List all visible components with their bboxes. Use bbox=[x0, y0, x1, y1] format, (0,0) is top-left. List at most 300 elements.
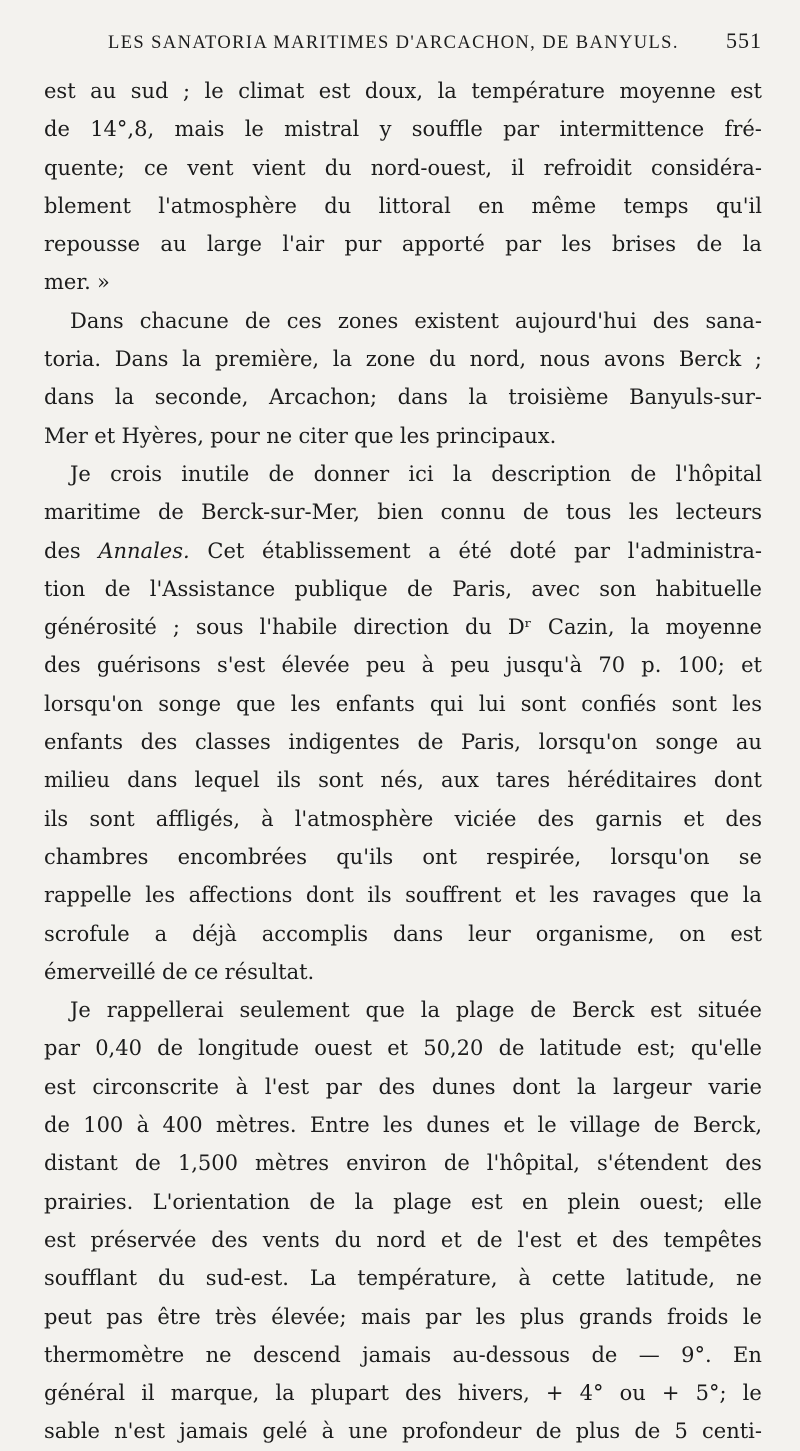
word: Je bbox=[70, 998, 91, 1023]
word: à bbox=[261, 806, 274, 831]
word: Cet bbox=[207, 538, 245, 563]
text-line bbox=[44, 570, 762, 608]
word: 5 bbox=[674, 1419, 688, 1444]
word: Paris, bbox=[452, 576, 513, 601]
word: encombrées bbox=[177, 844, 308, 869]
word: centi- bbox=[702, 1419, 762, 1444]
word: à bbox=[518, 1266, 531, 1291]
text-line bbox=[44, 263, 762, 301]
word: dans bbox=[392, 921, 444, 946]
word: lorsqu'on bbox=[44, 691, 144, 716]
word: les bbox=[145, 883, 176, 908]
word: de bbox=[591, 1342, 618, 1367]
word: préservée bbox=[90, 1227, 197, 1252]
word: de bbox=[653, 1113, 680, 1138]
word: du bbox=[324, 193, 352, 218]
text-line bbox=[44, 838, 762, 876]
word: l'est bbox=[264, 1074, 310, 1099]
word: été bbox=[458, 538, 492, 563]
word: lorsqu'on bbox=[538, 730, 638, 755]
word: sana- bbox=[705, 308, 762, 333]
word: des bbox=[44, 653, 81, 678]
word: toria. bbox=[44, 347, 102, 372]
word: apporté bbox=[401, 232, 485, 257]
word: aujourd'hui bbox=[514, 308, 637, 333]
word: du bbox=[324, 155, 352, 180]
word: milieu bbox=[44, 768, 111, 793]
text-line bbox=[44, 1183, 762, 1221]
word: considéra- bbox=[650, 155, 762, 180]
word: l'atmosphère bbox=[294, 806, 434, 831]
word: doté bbox=[509, 538, 557, 563]
word: environ bbox=[346, 1151, 427, 1176]
word: ; bbox=[754, 347, 762, 372]
word: même bbox=[531, 193, 597, 218]
word: et bbox=[94, 423, 116, 448]
word: tares bbox=[496, 768, 551, 793]
word: dont bbox=[305, 883, 354, 908]
word: se bbox=[738, 844, 762, 869]
word: dunes bbox=[431, 1074, 496, 1099]
word: ne bbox=[205, 1342, 232, 1367]
word: la bbox=[577, 1074, 597, 1099]
word: souffrent bbox=[405, 883, 502, 908]
text-line bbox=[44, 378, 762, 416]
word: très bbox=[215, 1304, 257, 1329]
word: descend bbox=[252, 1342, 341, 1367]
word: en bbox=[478, 193, 505, 218]
page-number: 551 bbox=[726, 28, 762, 53]
text-line bbox=[44, 1144, 762, 1182]
word: à bbox=[136, 1113, 150, 1138]
word: sable bbox=[44, 1419, 100, 1444]
word: y bbox=[379, 117, 392, 142]
word: il bbox=[141, 1381, 155, 1406]
text-line bbox=[44, 149, 762, 187]
word: affligés, bbox=[155, 806, 240, 831]
word: respirée, bbox=[486, 844, 582, 869]
word: par bbox=[44, 1036, 81, 1061]
page-header bbox=[44, 28, 762, 72]
word: confiés bbox=[581, 691, 657, 716]
word: ouest; bbox=[639, 1189, 705, 1214]
text-line bbox=[44, 1029, 762, 1067]
word: la bbox=[742, 883, 762, 908]
word: Entre bbox=[309, 1113, 370, 1138]
word: En bbox=[733, 1342, 762, 1367]
word: on bbox=[679, 921, 706, 946]
word: hivers, bbox=[457, 1381, 530, 1406]
text-line bbox=[44, 225, 762, 263]
word: 70 bbox=[598, 653, 626, 678]
word: maritime bbox=[44, 500, 141, 525]
word: le bbox=[244, 117, 264, 142]
word: connu bbox=[440, 500, 506, 525]
word: une bbox=[348, 1419, 388, 1444]
word: tempêtes bbox=[663, 1227, 762, 1252]
word: chambres bbox=[44, 844, 149, 869]
word: les bbox=[399, 423, 430, 448]
word: de bbox=[268, 461, 295, 486]
word: à bbox=[321, 1419, 335, 1444]
word: 5°; bbox=[695, 1381, 727, 1406]
word: prairies. bbox=[44, 1189, 134, 1214]
word: de bbox=[630, 461, 657, 486]
word: mistral bbox=[284, 117, 360, 142]
word: Hyères, bbox=[121, 423, 204, 448]
word: ce bbox=[143, 155, 169, 180]
text-line bbox=[44, 340, 762, 378]
word: que bbox=[365, 998, 405, 1023]
text-line bbox=[44, 1106, 762, 1144]
word: rappelle bbox=[44, 883, 132, 908]
word: principaux. bbox=[436, 423, 557, 448]
word: déjà bbox=[191, 921, 237, 946]
word: moyenne bbox=[665, 615, 762, 640]
word: les bbox=[549, 883, 580, 908]
word: Dʳ bbox=[507, 615, 532, 640]
word: gelé bbox=[262, 1419, 308, 1444]
word: largeur bbox=[612, 1074, 692, 1099]
word: dans bbox=[44, 385, 95, 410]
word: par bbox=[505, 232, 542, 257]
word: l'Assistance bbox=[149, 576, 276, 601]
word: sont bbox=[671, 691, 717, 716]
word: est bbox=[730, 79, 762, 103]
word: par bbox=[325, 1074, 362, 1099]
word: au-dessous bbox=[452, 1342, 571, 1367]
word: organisme, bbox=[535, 921, 655, 946]
word: lecteurs bbox=[675, 500, 762, 525]
word: les bbox=[290, 691, 321, 716]
word: doux, bbox=[364, 79, 424, 103]
word: ils bbox=[367, 883, 392, 908]
word: à bbox=[235, 1074, 249, 1099]
word: Berck-sur-Mer, bbox=[201, 500, 360, 525]
word: direction bbox=[353, 615, 449, 640]
word: pur bbox=[344, 232, 382, 257]
word: peu bbox=[365, 653, 406, 678]
word: est bbox=[318, 79, 351, 103]
word: sud-est. bbox=[205, 1266, 289, 1291]
word: le bbox=[742, 1381, 762, 1406]
word: latitude, bbox=[626, 1266, 716, 1291]
word: qui bbox=[429, 691, 464, 716]
word: marque, bbox=[170, 1381, 260, 1406]
word: et bbox=[503, 1113, 525, 1138]
word: climat bbox=[238, 79, 305, 103]
word: description bbox=[491, 461, 612, 486]
word: établissement bbox=[262, 538, 411, 563]
word: lequel bbox=[194, 768, 260, 793]
word: du bbox=[334, 1227, 362, 1252]
word: qu'elle bbox=[690, 1036, 762, 1061]
word: résultat. bbox=[224, 959, 315, 984]
word: et bbox=[576, 1227, 598, 1252]
word: au bbox=[160, 232, 187, 257]
word: la bbox=[114, 385, 135, 410]
word: dans bbox=[127, 768, 178, 793]
word: sud bbox=[130, 79, 169, 103]
word: de bbox=[44, 117, 70, 142]
word: le bbox=[742, 1304, 762, 1329]
word: l'administra- bbox=[627, 538, 762, 563]
word: inutile bbox=[181, 461, 250, 486]
word: bien bbox=[377, 500, 424, 525]
word: La bbox=[309, 1266, 337, 1291]
word: 1,500 bbox=[177, 1151, 238, 1176]
word: s'est bbox=[217, 653, 266, 678]
word: Mer bbox=[44, 423, 88, 448]
word: + bbox=[545, 1381, 564, 1406]
word: de bbox=[476, 1227, 503, 1252]
word: » bbox=[97, 270, 110, 295]
word: du bbox=[464, 615, 492, 640]
word: Dans bbox=[70, 308, 124, 333]
word: ne bbox=[735, 1266, 762, 1291]
word: située bbox=[697, 998, 762, 1023]
word: seulement bbox=[239, 998, 350, 1023]
word: de bbox=[634, 1419, 661, 1444]
word: des bbox=[612, 1227, 649, 1252]
word: nord bbox=[376, 1227, 427, 1252]
word: affections bbox=[188, 883, 293, 908]
word: l'air bbox=[282, 232, 325, 257]
word: le bbox=[537, 1113, 557, 1138]
text-line bbox=[44, 991, 762, 1029]
word: pour bbox=[210, 423, 260, 448]
word: garnis bbox=[595, 806, 663, 831]
word: mer. bbox=[44, 270, 91, 295]
word: est bbox=[44, 79, 76, 103]
text-line bbox=[44, 1298, 762, 1336]
word: littoral bbox=[378, 193, 451, 218]
word: de bbox=[161, 959, 188, 984]
word: l'hôpital bbox=[675, 461, 762, 486]
word: nés, bbox=[380, 768, 424, 793]
text-line bbox=[44, 761, 762, 799]
word: nord-ouest, bbox=[370, 155, 492, 180]
word: jamais bbox=[179, 1419, 249, 1444]
word: générosité bbox=[44, 615, 157, 640]
word: sont bbox=[89, 806, 135, 831]
word: dont bbox=[713, 768, 762, 793]
word: dans bbox=[397, 385, 448, 410]
word: et bbox=[683, 806, 705, 831]
word: les bbox=[732, 691, 762, 716]
word: a bbox=[154, 921, 168, 946]
text-line bbox=[44, 302, 762, 340]
word: jusqu'à bbox=[506, 653, 583, 678]
word: ils bbox=[44, 806, 69, 831]
word: mais bbox=[174, 117, 225, 142]
body-text bbox=[44, 72, 762, 1451]
word: Annales. bbox=[98, 538, 190, 563]
word: qu'il bbox=[715, 193, 762, 218]
word: lorsqu'on bbox=[610, 844, 710, 869]
word: de bbox=[417, 730, 444, 755]
word: est bbox=[650, 998, 682, 1023]
word: peu bbox=[450, 653, 490, 678]
word: des bbox=[537, 806, 575, 831]
word: 50,20 bbox=[423, 1036, 484, 1061]
word: Berck, bbox=[692, 1113, 762, 1138]
text-line bbox=[44, 723, 762, 761]
word: est bbox=[471, 1189, 503, 1214]
text-line bbox=[44, 1068, 762, 1106]
word: et bbox=[514, 883, 536, 908]
word: l'est bbox=[517, 1227, 562, 1252]
word: des bbox=[211, 1227, 248, 1252]
text-line bbox=[44, 455, 762, 493]
word: est bbox=[730, 921, 762, 946]
word: de bbox=[309, 1189, 336, 1214]
word: enfants bbox=[44, 730, 123, 755]
word: des bbox=[140, 730, 178, 755]
word: Dans bbox=[114, 347, 169, 372]
word: 14°,8, bbox=[90, 117, 155, 142]
word: est; bbox=[637, 1036, 676, 1061]
word: la bbox=[182, 347, 202, 372]
word: village bbox=[570, 1113, 641, 1138]
word: élevée; bbox=[271, 1304, 347, 1329]
word: vient bbox=[252, 155, 306, 180]
word: latitude bbox=[539, 1036, 622, 1061]
word: Berck bbox=[571, 998, 635, 1023]
word: 100; bbox=[677, 653, 725, 678]
text-line bbox=[44, 1221, 762, 1259]
text-line bbox=[44, 608, 762, 646]
word: vents bbox=[262, 1227, 320, 1252]
word: mais bbox=[360, 1304, 411, 1329]
word: la bbox=[420, 998, 441, 1023]
word: lui bbox=[478, 691, 506, 716]
word: guérisons bbox=[96, 653, 201, 678]
word: la bbox=[275, 1381, 295, 1406]
word: son bbox=[599, 576, 637, 601]
word: Je bbox=[70, 461, 91, 486]
word: de bbox=[104, 576, 131, 601]
word: Paris, bbox=[461, 730, 521, 755]
word: l'atmosphère bbox=[158, 193, 297, 218]
word: 0,40 bbox=[95, 1036, 142, 1061]
word: de bbox=[443, 1151, 470, 1176]
word: rappellerai bbox=[106, 998, 224, 1023]
word: de bbox=[498, 1036, 525, 1061]
word: de bbox=[530, 998, 557, 1023]
word: sont bbox=[520, 691, 567, 716]
word: ouest bbox=[314, 1036, 373, 1061]
text-line bbox=[44, 1374, 762, 1412]
word: repousse bbox=[44, 232, 141, 257]
word: pas bbox=[106, 1304, 143, 1329]
word: ont bbox=[422, 844, 458, 869]
word: peut bbox=[44, 1304, 92, 1329]
word: quente; bbox=[44, 155, 125, 180]
word: elle bbox=[723, 1189, 762, 1214]
word: la bbox=[332, 347, 353, 372]
word: Banyuls-sur- bbox=[629, 385, 762, 410]
word: plus bbox=[575, 1419, 621, 1444]
word: de bbox=[696, 232, 723, 257]
word: dunes bbox=[426, 1113, 490, 1138]
word: leur bbox=[468, 921, 511, 946]
word: il bbox=[511, 155, 525, 180]
word: ravages bbox=[592, 883, 677, 908]
word: — bbox=[638, 1342, 660, 1367]
word: la bbox=[468, 385, 488, 410]
word: seconde, bbox=[154, 385, 249, 410]
word: a bbox=[428, 538, 441, 563]
text-line bbox=[44, 493, 762, 531]
word: les bbox=[475, 1304, 506, 1329]
word: par bbox=[574, 538, 611, 563]
word: que bbox=[689, 883, 730, 908]
word: temps bbox=[623, 193, 689, 218]
word: tous bbox=[566, 500, 612, 525]
word: ; bbox=[182, 79, 191, 103]
text-line bbox=[44, 417, 762, 455]
word: être bbox=[157, 1304, 201, 1329]
word: jamais bbox=[362, 1342, 432, 1367]
word: 4° bbox=[579, 1381, 604, 1406]
word: grands bbox=[578, 1304, 653, 1329]
word: p. bbox=[641, 653, 662, 678]
word: troisième bbox=[508, 385, 609, 410]
word: température bbox=[471, 79, 605, 103]
word: thermomètre bbox=[44, 1342, 185, 1367]
word: ou bbox=[619, 1381, 646, 1406]
word: avec bbox=[531, 576, 580, 601]
word: scrofule bbox=[44, 921, 130, 946]
word: sous bbox=[195, 615, 244, 640]
word: aux bbox=[441, 768, 479, 793]
word: température, bbox=[357, 1266, 498, 1291]
word: et bbox=[387, 1036, 409, 1061]
word: ici bbox=[408, 461, 434, 486]
word: accomplis bbox=[261, 921, 369, 946]
word: avons bbox=[603, 347, 666, 372]
text-line bbox=[44, 1336, 762, 1374]
word: l'hôpital, bbox=[486, 1151, 580, 1176]
word: citer bbox=[298, 423, 348, 448]
word: ils bbox=[276, 768, 301, 793]
word: vent bbox=[187, 155, 234, 180]
text-line bbox=[44, 1412, 762, 1450]
word: des bbox=[405, 1381, 442, 1406]
word: varie bbox=[708, 1074, 762, 1099]
word: de bbox=[134, 1151, 161, 1176]
text-line bbox=[44, 685, 762, 723]
word: 100 bbox=[83, 1113, 124, 1138]
word: 400 bbox=[162, 1113, 203, 1138]
word: élevée bbox=[281, 653, 350, 678]
text-line bbox=[44, 646, 762, 684]
word: froids bbox=[667, 1304, 729, 1329]
text-line bbox=[44, 800, 762, 838]
word: plus bbox=[520, 1304, 565, 1329]
word: dont bbox=[512, 1074, 561, 1099]
word: souffle bbox=[411, 117, 483, 142]
word: au bbox=[90, 79, 117, 103]
word: refroidit bbox=[543, 155, 632, 180]
word: publique bbox=[294, 576, 388, 601]
word: l'habile bbox=[259, 615, 338, 640]
word: donner bbox=[313, 461, 390, 486]
word: indigentes bbox=[288, 730, 400, 755]
word: est bbox=[44, 1227, 76, 1252]
word: qu'ils bbox=[336, 844, 394, 869]
